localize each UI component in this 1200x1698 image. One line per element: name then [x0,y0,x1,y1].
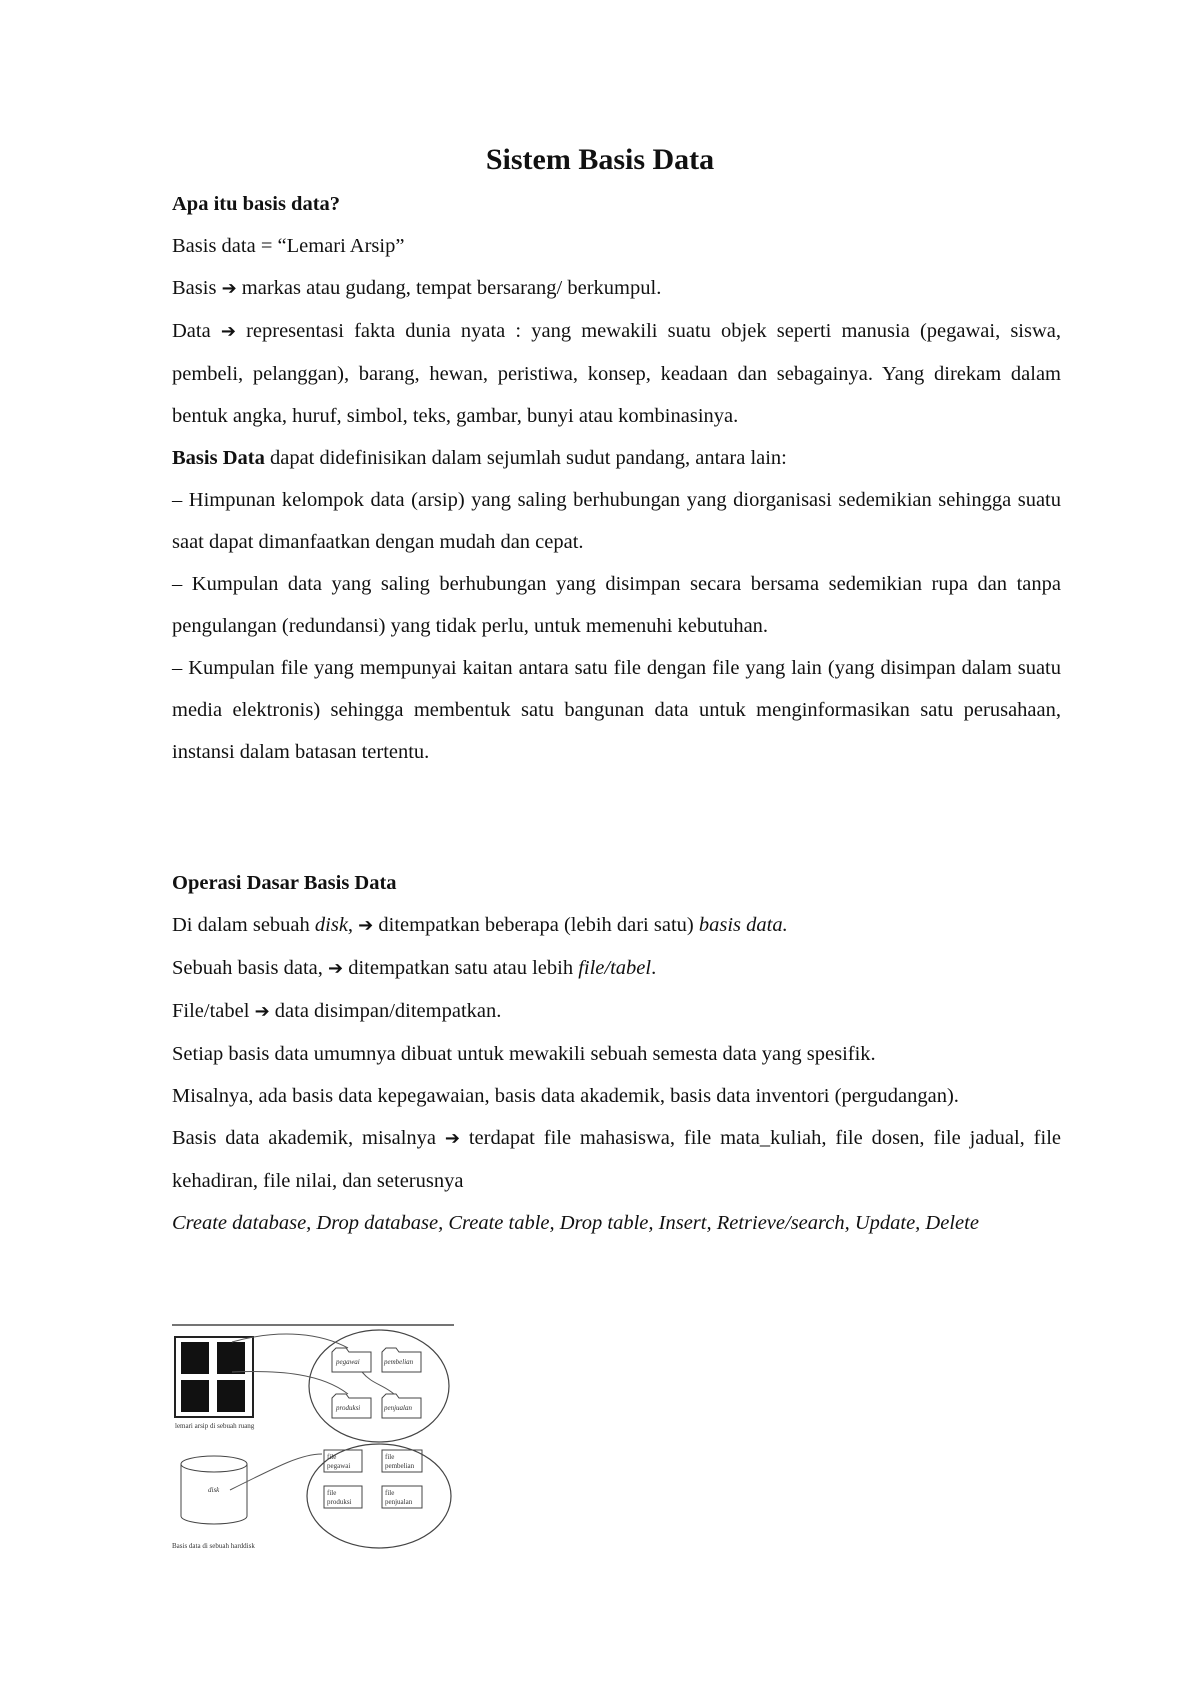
text-run: Data [172,320,221,342]
paragraph [172,225,1061,267]
paragraph [172,267,1061,310]
folder-label: pembelian [384,1358,414,1366]
text-run: Sebuah basis data, [172,957,328,979]
text-run: dapat didefinisikan dalam sejumlah sudut pandang, antara lain: [264,447,787,469]
text-run: terdapat file mahasiswa, file mata_kuliah, file dosen, file jadual, file kehadiran, file nilai, dan seterusnya [172,1127,1061,1192]
folder-icon [382,1348,421,1372]
paragraph [172,310,1061,437]
archive-ellipse [309,1330,449,1442]
arrow-icon: ➔ [221,278,237,299]
folder-label: penjualan [384,1404,412,1412]
figure-caption-top: lemari arsip di sebuah ruang [175,1422,255,1430]
folder-label: pegawai [336,1358,360,1366]
folder-label: produksi [336,1404,361,1412]
text-run: Basis data akademik, misalnya [172,1127,445,1149]
text-run: . [651,957,657,979]
bold-term: Basis Data [172,447,265,469]
file-box-icon [324,1450,362,1472]
text-run: markas atau gudang, tempat bersarang/ berkumpul. [236,277,662,299]
folder-icon [332,1394,371,1418]
section-basic-operations [172,862,1061,1244]
paragraph: Setiap basis data umumnya dibuat untuk mewakili sebuah semesta data yang spesifik. [172,1043,876,1065]
arrow-icon: ➔ [328,958,344,979]
paragraph [172,437,1061,479]
paragraph [172,990,1061,1033]
figure-arrow [362,1372,394,1394]
page-title: Sistem Basis Data [485,143,715,176]
paragraph [172,1117,1061,1202]
arrow-icon: ➔ [220,321,236,342]
disk-label: disk [208,1486,220,1494]
text-run: Basis [172,277,222,299]
text-run: File/tabel [172,1000,255,1022]
file-box-label: file [327,1453,337,1461]
file-box-label: file [385,1489,395,1497]
italic-operations: Create database, Drop database, Create table, Drop table, Insert, Retrieve/search, Update, Delete [172,1212,979,1234]
text-line: Basis data = “Lemari Arsip” [172,235,405,257]
italic-term: disk, [314,914,354,936]
paragraph [172,904,1061,947]
file-box-icon [382,1450,422,1472]
database-analogy-figure [172,1324,454,1550]
figure-svg [172,1324,454,1550]
list-item: – Himpunan kelompok data (arsip) yang saling berhubungan yang diorganisasi sedemikian sehingga suatu saat dapat dimanfaatkan dengan mudah dan cepat. [172,489,1061,553]
list-item: – Kumpulan file yang mempunyai kaitan antara satu file dengan file yang lain (yang disimpan dalam suatu media elektronis) sehingga membentuk satu bangunan data untuk menginformasikan satu perusahaan, instansi dalam batasan tertentu. [172,657,1061,763]
file-box-label: file [385,1453,395,1461]
file-box-label: penjualan [385,1498,413,1506]
arrow-icon: ➔ [358,915,374,936]
figure-arrow [232,1372,348,1394]
text-run: ditempatkan beberapa (lebih dari satu) [373,914,699,936]
list-item: – Kumpulan data yang saling berhubungan yang disimpan secara bersama sedemikian rupa dan tanpa pengulangan (redundansi) yang tidak perlu, untuk memenuhi kebutuhan. [172,573,1061,637]
file-box-icon [382,1486,422,1508]
section-heading: Apa itu basis data? [172,193,341,215]
text-run: Di dalam sebuah [172,914,315,936]
folder-icon [382,1394,421,1418]
section-what-is-database [172,183,1061,773]
folder-icon [332,1348,371,1372]
operations-list [172,1202,1061,1244]
arrow-icon: ➔ [254,1001,270,1022]
italic-term: file/tabel [578,957,652,979]
file-box-label: produksi [327,1498,352,1506]
arrow-icon: ➔ [444,1128,460,1149]
text-run: data disimpan/ditempatkan. [269,1000,502,1022]
paragraph [172,947,1061,990]
file-box-icon [324,1486,362,1508]
text-run: representasi fakta dunia nyata : yang mewakili suatu objek seperti manusia (pegawai, siswa, pembeli, pelanggan), barang, hewan, peristiwa, konsep, keadaan dan sebagainya. Yang direkam dalam bentuk angka, huruf, simbol, teks, gambar, bunyi atau kombinasinya. [172,320,1062,427]
filing-cabinet-icon [175,1337,253,1417]
file-box-label: pegawai [327,1462,351,1470]
italic-term: basis data. [698,914,788,936]
section-heading: Operasi Dasar Basis Data [172,872,397,894]
text-run: ditempatkan satu atau lebih [343,957,579,979]
file-box-label: pembelian [385,1462,415,1470]
disk-icon [181,1456,247,1524]
figure-caption-bottom: Basis data di sebuah harddisk [172,1542,255,1550]
file-box-label: file [327,1489,337,1497]
paragraph: Misalnya, ada basis data kepegawaian, basis data akademik, basis data inventori (pergudangan). [172,1085,959,1107]
